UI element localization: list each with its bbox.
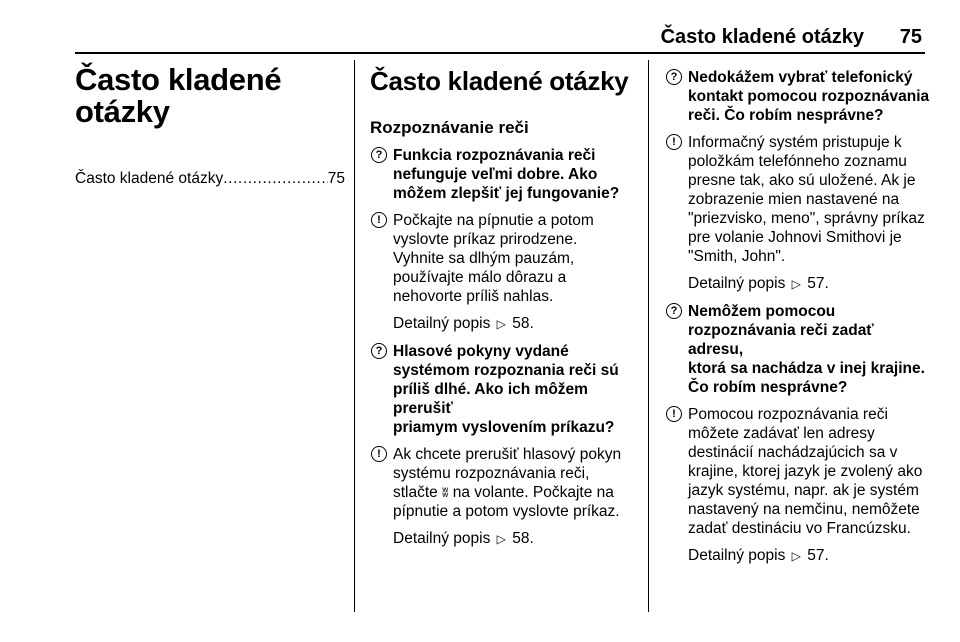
toc-label: Často kladené otázky	[75, 170, 224, 187]
question-line: priamym vyslovením príkazu?	[393, 419, 615, 436]
header-title: Často kladené otázky	[660, 26, 864, 48]
answer-line: Počkajte na pípnutie a potom	[393, 212, 594, 229]
question-line: nefunguje veľmi dobre. Ako	[393, 166, 598, 183]
reference-page: 58.	[512, 315, 534, 332]
faq-answer	[665, 405, 930, 538]
page-number: 75	[899, 26, 922, 48]
page-reference[interactable]	[370, 529, 638, 549]
page-header	[75, 26, 924, 52]
chapter-column	[75, 60, 345, 188]
answer-line: pípnutie a potom vyslovte príkaz.	[393, 503, 620, 520]
answer-line: systému rozpoznávania reči,	[393, 465, 590, 482]
answer-fragment: na volante. Počkajte na	[452, 484, 614, 501]
question-line: Hlasové pokyny vydané	[393, 343, 569, 360]
column-divider-1	[354, 60, 355, 612]
reference-page: 58.	[512, 530, 534, 547]
faq-column-1	[370, 60, 638, 549]
question-line: Nedokážem vybrať telefonický	[688, 69, 913, 86]
answer-line: Informačný systém pristupuje k	[688, 134, 902, 151]
question-line: systémom rozpoznania reči sú	[393, 362, 619, 379]
question-line: Čo robím nesprávne?	[688, 379, 848, 396]
chapter-title-line: otázky	[75, 94, 170, 129]
section-title: Často kladené otázky	[370, 66, 629, 96]
faq-answer	[370, 445, 638, 521]
exclamation-circle-icon: !	[370, 445, 388, 462]
question-line: príliš dlhé. Ako ich môžem prerušiť	[393, 381, 588, 417]
answer-line: pre volanie Johnovi Smithovi je	[688, 229, 902, 246]
faq-answer	[370, 211, 638, 306]
question-line: Nemôžem pomocou	[688, 303, 836, 320]
question-circle-icon: ?	[370, 342, 388, 359]
answer-line: používajte málo dôrazu a	[393, 269, 567, 286]
faq-answer	[665, 133, 930, 266]
faq-question	[665, 68, 930, 125]
question-line: ktorá sa nachádza v inej krajine.	[688, 360, 925, 377]
question-line: kontakt pomocou rozpoznávania	[688, 88, 930, 105]
faq-question	[665, 302, 930, 397]
answer-line: položkám telefónneho zoznamu	[688, 153, 907, 170]
question-circle-icon: ?	[665, 68, 683, 85]
question-line: Funkcia rozpoznávania reči	[393, 147, 596, 164]
answer-line: jazyk systému, napr. ak je systém	[688, 482, 919, 499]
answer-line: môžete zadávať len adresy	[688, 425, 875, 442]
reference-label: Detailný popis	[688, 275, 786, 292]
toc-entry[interactable]	[75, 170, 345, 188]
page-reference[interactable]	[665, 274, 930, 294]
reference-page: 57.	[807, 547, 829, 564]
faq-question	[370, 342, 638, 437]
subsection-title: Rozpoznávanie reči	[370, 118, 529, 137]
exclamation-circle-icon: !	[665, 133, 683, 150]
faq-column-2	[665, 60, 930, 566]
question-line: môžem zlepšiť jej fungovanie?	[393, 185, 620, 202]
page-reference[interactable]	[665, 546, 930, 566]
answer-line: nastavený na nemčinu, nemôžete	[688, 501, 920, 518]
reference-label: Detailný popis	[688, 547, 786, 564]
answer-line: Ak chcete prerušiť hlasový pokyn	[393, 446, 622, 463]
chapter-title	[75, 64, 345, 128]
answer-line: zobrazenie mien nastavené na	[688, 191, 900, 208]
reference-page: 57.	[807, 275, 829, 292]
answer-line	[393, 483, 621, 502]
answer-line: "Smith, John".	[688, 248, 786, 265]
answer-line: destinácií nachádzajúcich sa v	[688, 444, 898, 461]
page-reference-arrow-icon: ▷	[791, 549, 801, 563]
answer-line: "priezvisko, meno", správny príkaz	[688, 210, 925, 227]
answer-line: presne tak, ako sú uložené. Ak je	[688, 172, 916, 189]
answer-line: krajine, ktorej jazyk je zvolený ako	[688, 463, 923, 480]
answer-line: Pomocou rozpoznávania reči	[688, 406, 888, 423]
answer-fragment: stlačte	[393, 484, 438, 501]
toc-page: 75	[327, 170, 345, 187]
question-line: reči. Čo robím nesprávne?	[688, 107, 884, 124]
question-line: rozpoznávania reči zadať adresu,	[688, 322, 874, 358]
question-circle-icon: ?	[665, 302, 683, 319]
question-circle-icon: ?	[370, 146, 388, 163]
page-reference-arrow-icon: ▷	[791, 277, 801, 291]
answer-line: zadať destináciu vo Francúzsku.	[688, 520, 911, 537]
answer-line: vyslovte príkaz prirodzene.	[393, 231, 578, 248]
toc-leader-dots	[223, 170, 328, 188]
page-reference[interactable]	[370, 314, 638, 334]
page-reference-arrow-icon: ▷	[496, 317, 506, 331]
chapter-title-line: Často kladené	[75, 62, 282, 97]
reference-label: Detailný popis	[393, 530, 491, 547]
reference-label: Detailný popis	[393, 315, 491, 332]
answer-line: nehovorte príliš nahlas.	[393, 288, 554, 305]
column-divider-2	[648, 60, 649, 612]
steering-wheel-voice-button-icon: ʬ	[442, 485, 449, 500]
answer-line: Vyhnite sa dlhým pauzám,	[393, 250, 575, 267]
page-reference-arrow-icon: ▷	[496, 532, 506, 546]
faq-question	[370, 146, 638, 203]
exclamation-circle-icon: !	[665, 405, 683, 422]
header-rule	[75, 52, 925, 54]
exclamation-circle-icon: !	[370, 211, 388, 228]
